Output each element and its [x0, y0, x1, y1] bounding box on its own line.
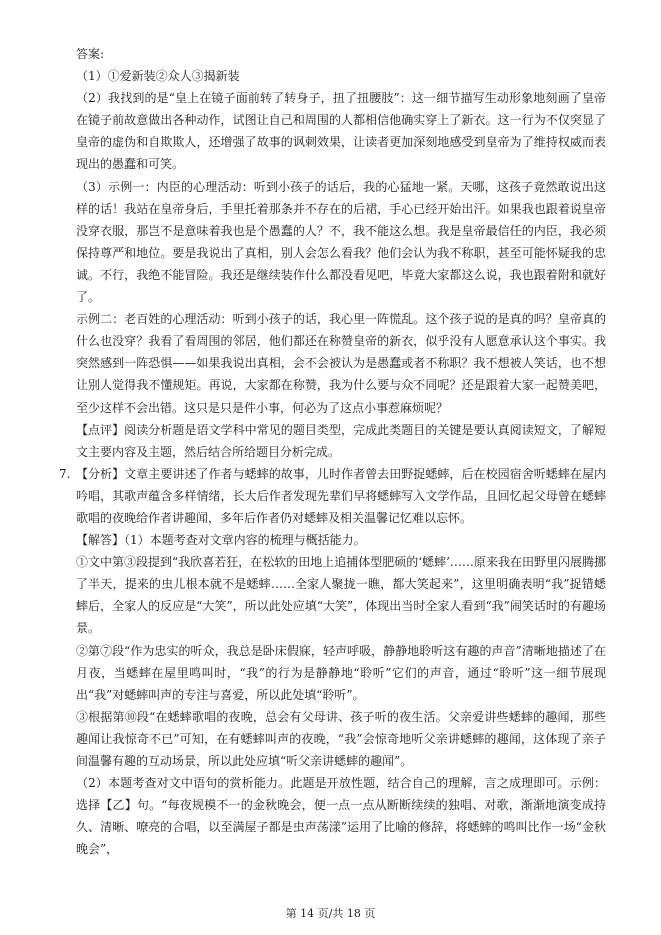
question-number: 7.	[59, 466, 71, 481]
comment-paragraph: 【点评】阅读分析题是语文学科中常见的题目类型，完成此类题目的关键是要认真阅读短文，了解短文主要内容及主题，然后结合所给题目分析完成。	[76, 422, 606, 459]
answer-7-point1-paragraph: ①文中第③段提到“我欣喜若狂，在松软的田地上追捕体型肥硕的‘蟋蟀’……原来我在田野里闪展腾挪了半天，提来的虫儿根本就不是蟋蟀……全家人聚拢一瞧，都大笑起来”，这里明确表明“我”捉错蟋蟀后，全家人的反应是“大笑”，所以此处应填“大笑”，体现出当时全家人看到“我”闹笑话时的有趣场景。	[76, 555, 606, 636]
question-7-analysis-text: 【分析】文章主要讲述了作者与蟋蟀的故事，儿时作者曾去田野捉蟋蟀，后在校园宿舍听蟋蟀在屋内吟唱，其歌声蕴含多样情绪，长大后作者发现先辈们早将蟋蟀写入文学作品，且回忆起父母曾在蟋蟀歌唱的夜晚给作者讲趣闻，多年后作者仍对蟋蟀及相关温馨记忆难以忘怀。	[76, 466, 606, 525]
answer-heading: 答案:	[76, 47, 105, 61]
answer-content	[59, 43, 606, 860]
answer-2-paragraph: （2）我找到的是“皇上在镜子面前转了转身子，扭了扭腰肢”：这一细节描写生动形象地刻画了皇帝在镜子前故意做出各种动作，试图让自己和周围的人都相信他确实穿上了新衣。这一行为不仅突显了皇帝的虚伪和自欺欺人，还增强了故事的讽刺效果，让读者更加深刻地感受到皇帝为了维持权威而表现出的愚蠢和可笑。	[76, 91, 606, 172]
answer-3-example1-paragraph: （3）示例一：内臣的心理活动：听到小孩子的话后，我的心猛地一紧。天哪，这孩子竟然敢说出这样的话！我站在皇帝身后，手里托着那条并不存在的后裙，手心已经开始出汗。如果我也跟着说皇帝没穿衣服，那岂不是意味着我也是个愚蠢的人？不，我不能这么想。我是皇帝最信任的内臣，我必须保持尊严和地位。要是我说出了真相，别人会怎么看我？他们会认为我不称职，甚至可能怀疑我的忠诚。不行，我绝不能冒险。我还是继续装作什么都没看见吧，毕竟大家都这么说，我也跟着附和就好了。	[76, 179, 606, 305]
page-footer: 第 14 页/共 18 页	[285, 907, 376, 920]
answer-3-example2-paragraph: 示例二：老百姓的心理活动：听到小孩子的话，我心里一阵慌乱。这个孩子说的是真的吗？皇帝真的什么也没穿？我看了看周围的邻居，他们都还在称赞皇帝的新衣，似乎没有人愿意承认这个事实。我突然感到一阵恐惧——如果我说出真相，会不会被认为是愚蠢或者不称职？我不想被人笑话，也不想让别人觉得我不懂规矩。再说，大家都在称赞，我为什么要与众不同呢？还是跟着大家一起赞美吧，至少这样不会出错。这只是只是件小事，何必为了这点小事惹麻烦呢？	[76, 312, 606, 415]
answer-7-point2-paragraph: ②第⑦段“作为忠实的听众，我总是卧床假寐，轻声呼吸，静静地聆听这有趣的声音”清晰地描述了在月夜，当蟋蟀在屋里鸣叫时，“我”的行为是静静地“聆听”它们的声音，通过“聆听”这一细节展现出“我”对蟋蟀叫声的专注与喜爱，所以此处填“聆听”。	[76, 643, 606, 702]
answer-7-part2-paragraph: （2）本题考查对文中语句的赏析能力。此题是开放性题，结合自己的理解，言之成理即可。示例：选择【乙】句。“每夜规模不一的金秋晚会，便一点一点从断断续续的独唱、对歌，渐渐地演变成持久、清晰、嘹亮的合唱，以至满屋子都是虫声荡漾”运用了比喻的修辞，将蟋蟀的鸣叫比作一场“金秋晚会”，	[76, 776, 606, 857]
answer-7-intro-paragraph: 【解答】（1）本题考查对文章内容的梳理与概括能力。	[76, 533, 366, 548]
answer-1-paragraph: （1）①爱新装②众人③揭新装	[76, 69, 240, 84]
answer-7-point3-paragraph: ③根据第⑩段“在蟋蟀歌唱的夜晚，总会有父母讲、孩子听的夜生活。父亲爱讲些蟋蟀的趣闻，那些趣闻让我惊奇不已”可知，在有蟋蟀叫声的夜晚，“我”会惊奇地听父亲讲蟋蟀的趣闻，这体现了亲子间温馨有趣的互动场景，所以此处应填“听父亲讲蟋蟀的趣闻”。	[76, 709, 606, 768]
question-7-analysis-paragraph	[59, 463, 606, 529]
